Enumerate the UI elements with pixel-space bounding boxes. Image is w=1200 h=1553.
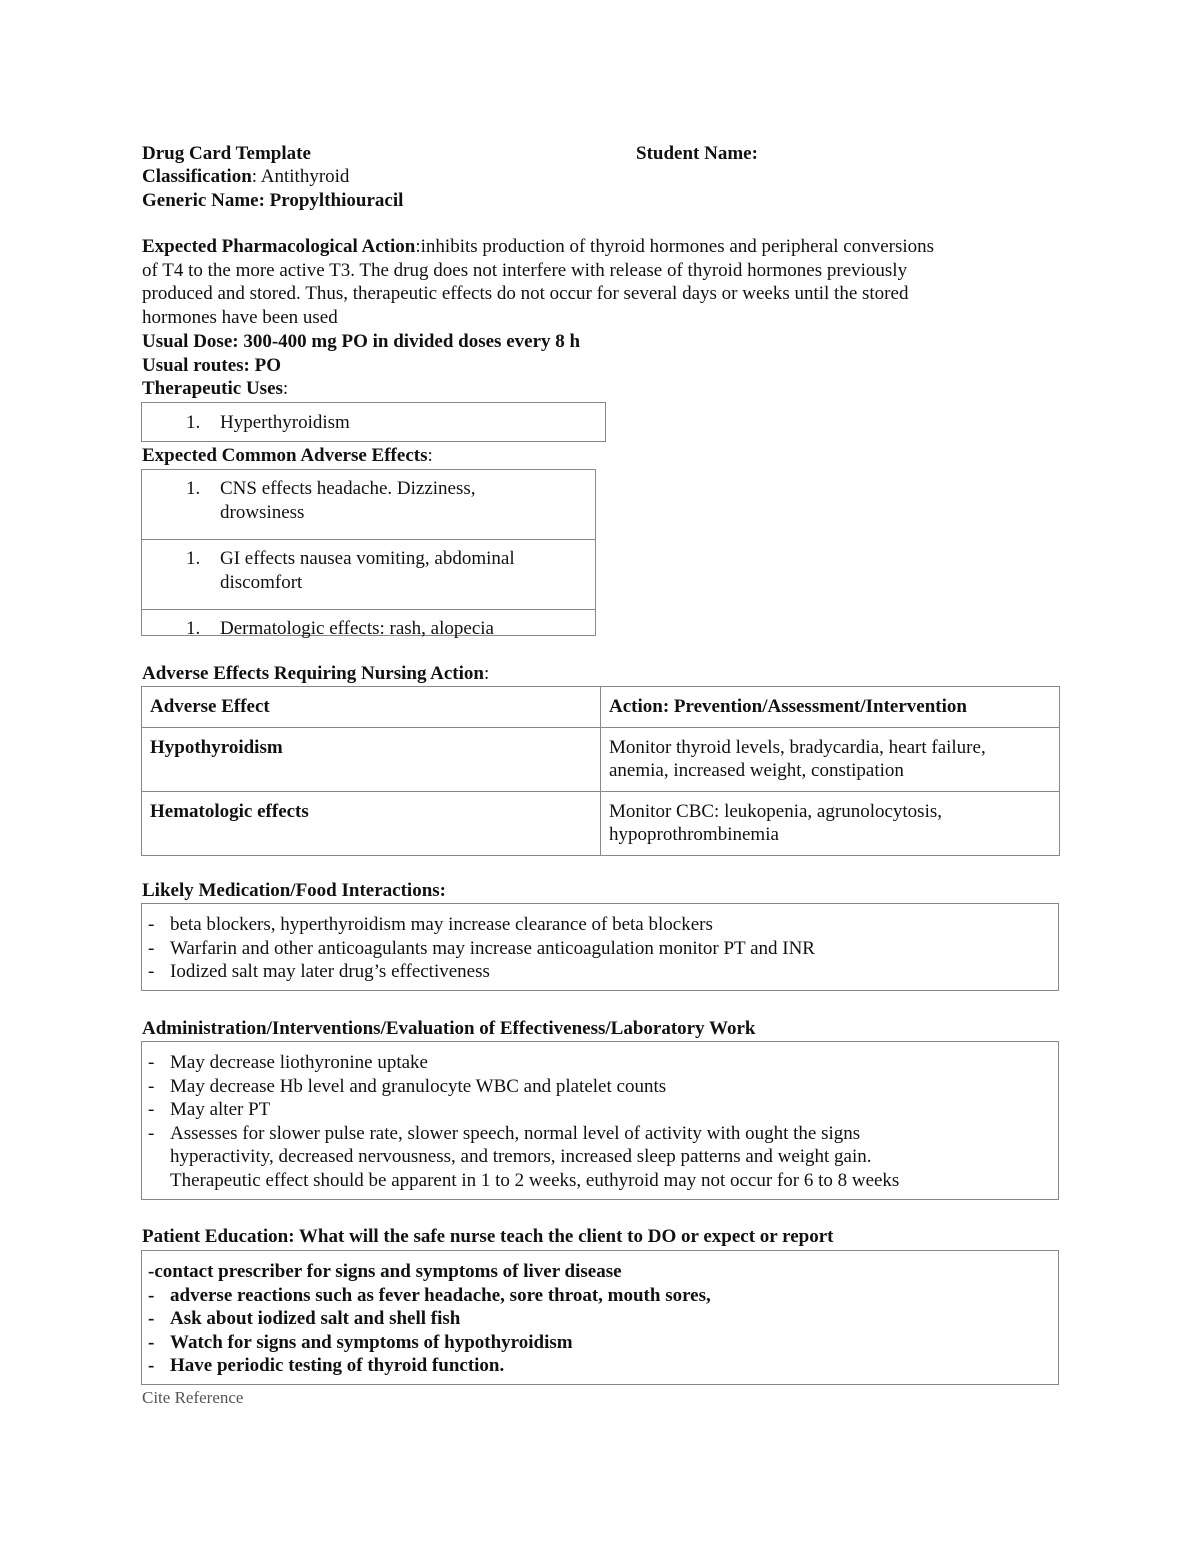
generic-name: Generic Name: Propylthiouracil xyxy=(142,190,404,211)
adverse-effects-box xyxy=(141,469,596,639)
table-cell: Hypothyroidism xyxy=(142,727,601,791)
colon: : xyxy=(483,663,490,684)
list-item: - Watch for signs and symptoms of hypothyroidism xyxy=(148,1331,573,1353)
list-item: - Have periodic testing of thyroid function. xyxy=(148,1355,505,1376)
usual-dose: Usual Dose: 300-400 mg PO in divided doses every 8 h xyxy=(142,331,581,352)
list-item: -contact prescriber for signs and symptoms of liver disease xyxy=(148,1261,622,1282)
cite-reference: Cite Reference xyxy=(142,1388,244,1407)
cell-line: Monitor CBC: leukopenia, agrunolocytosis, xyxy=(609,800,943,822)
list-item xyxy=(142,610,595,641)
interactions-heading: Likely Medication/Food Interactions: xyxy=(142,880,446,901)
item-text: GI effects nausea vomiting, abdominal xyxy=(220,548,515,569)
item-text: adverse reactions such as fever headache, sore throat, mouth sores, xyxy=(170,1284,711,1306)
list-item: - May alter PT xyxy=(148,1099,271,1120)
item-text: Therapeutic effect should be apparent in 1 to 2 weeks, euthyroid may not occur for 6 to 8 weeks xyxy=(170,1169,900,1191)
item-text: May alter PT xyxy=(170,1099,271,1120)
item-text: Ask about iodized salt and shell fish xyxy=(170,1308,461,1329)
table-row xyxy=(142,727,1060,791)
item-number: 1. xyxy=(186,478,201,499)
adverse-effects-heading xyxy=(142,444,433,468)
table-header-row xyxy=(142,687,1060,728)
nursing-action-label: Adverse Effects Requiring Nursing Action xyxy=(142,663,484,684)
action-label: Expected Pharmacological Action xyxy=(142,236,416,257)
item-text: drowsiness xyxy=(220,501,305,523)
item-text: hyperactivity, decreased nervousness, and tremors, increased sleep patterns and weight gain. xyxy=(170,1146,872,1167)
list-item: - May decrease liothyronine uptake xyxy=(148,1052,428,1073)
list-item: - Iodized salt may later drug’s effectiveness xyxy=(148,961,490,982)
doc-title: Drug Card Template xyxy=(142,143,311,164)
table-row xyxy=(142,791,1060,855)
therapeutic-uses-box xyxy=(141,402,606,442)
item-text: May decrease Hb level and granulocyte WBC and platelet counts xyxy=(170,1075,667,1097)
nursing-action-heading xyxy=(142,662,489,686)
adverse-effects-label: Expected Common Adverse Effects xyxy=(142,445,428,466)
list-item xyxy=(142,403,605,435)
cell-line: Monitor thyroid levels, bradycardia, heart failure, xyxy=(609,736,986,758)
cell-line: hypoprothrombinemia xyxy=(609,824,779,845)
list-item: - beta blockers, hyperthyroidism may increase clearance of beta blockers xyxy=(148,914,713,935)
action-line: :inhibits production of thyroid hormones and peripheral conversions xyxy=(415,236,935,257)
therapeutic-uses-label: Therapeutic Uses xyxy=(142,378,283,399)
item-text: discomfort xyxy=(220,571,303,593)
item-number: 1. xyxy=(186,412,201,433)
item-text: Hyperthyroidism xyxy=(220,412,350,433)
item-number: 1. xyxy=(186,548,201,569)
classification xyxy=(142,165,349,189)
list-item: - May decrease Hb level and granulocyte WBC and platelet counts xyxy=(148,1075,667,1097)
column-header: Adverse Effect xyxy=(142,687,601,728)
list-item xyxy=(142,470,595,539)
item-text: Have periodic testing of thyroid function. xyxy=(170,1355,505,1376)
nursing-action-table xyxy=(141,686,1060,856)
item-text: Assesses for slower pulse rate, slower speech, normal level of activity with ought the signs xyxy=(170,1122,861,1144)
item-text: Dermatologic effects: rash, alopecia xyxy=(220,618,494,639)
table-cell xyxy=(601,791,1060,855)
administration-heading: Administration/Interventions/Evaluation of Effectiveness/Laboratory Work xyxy=(142,1018,756,1039)
item-text: Watch for signs and symptoms of hypothyroidism xyxy=(170,1331,573,1353)
pharmacological-action xyxy=(142,235,1062,329)
colon: : xyxy=(427,445,433,466)
therapeutic-uses-heading xyxy=(142,377,288,401)
item-text: May decrease liothyronine uptake xyxy=(170,1052,428,1073)
interactions-box xyxy=(141,903,1059,991)
student-name-label: Student Name: xyxy=(636,143,758,164)
action-line: of T4 to the more active T3. The drug does not interfere with release of thyroid hormones previously xyxy=(142,259,908,281)
list-item xyxy=(142,540,595,609)
item-text: CNS effects headache. Dizziness, xyxy=(220,478,476,499)
item-text: Iodized salt may later drug’s effectiveness xyxy=(170,961,490,982)
classification-value: : Antithyroid xyxy=(251,166,350,187)
education-box xyxy=(141,1250,1059,1385)
column-header: Action: Prevention/Assessment/Intervention xyxy=(601,687,1060,728)
item-number: 1. xyxy=(186,618,201,639)
list-item: - Warfarin and other anticoagulants may increase anticoagulation monitor PT and INR xyxy=(148,937,815,959)
administration-box xyxy=(141,1041,1059,1200)
table-cell: Hematologic effects xyxy=(142,791,601,855)
table-cell xyxy=(601,727,1060,791)
action-line: hormones have been used xyxy=(142,306,338,328)
list-item: - Ask about iodized salt and shell fish xyxy=(148,1308,461,1329)
education-heading: Patient Education: What will the safe nurse teach the client to DO or expect or report xyxy=(142,1226,834,1247)
item-text: Warfarin and other anticoagulants may increase anticoagulation monitor PT and INR xyxy=(170,937,815,959)
action-line: produced and stored. Thus, therapeutic effects do not occur for several days or weeks until the stored xyxy=(142,283,909,304)
colon: : xyxy=(282,378,289,399)
cell-line: anemia, increased weight, constipation xyxy=(609,760,904,781)
list-item: - Assesses for slower pulse rate, slower speech, normal level of activity with ought the signs hyperactivity, decreased nervousness, and tremors, increased sleep patterns and weight gain. Therapeutic effect should be apparent in 1 to 2 weeks, euthyroid may not occur for 6 to 8 weeks xyxy=(148,1122,900,1191)
usual-routes: Usual routes: PO xyxy=(142,355,281,376)
classification-label: Classification xyxy=(142,166,252,187)
item-text: beta blockers, hyperthyroidism may increase clearance of beta blockers xyxy=(170,914,713,935)
list-item: - adverse reactions such as fever headache, sore throat, mouth sores, xyxy=(148,1284,711,1306)
